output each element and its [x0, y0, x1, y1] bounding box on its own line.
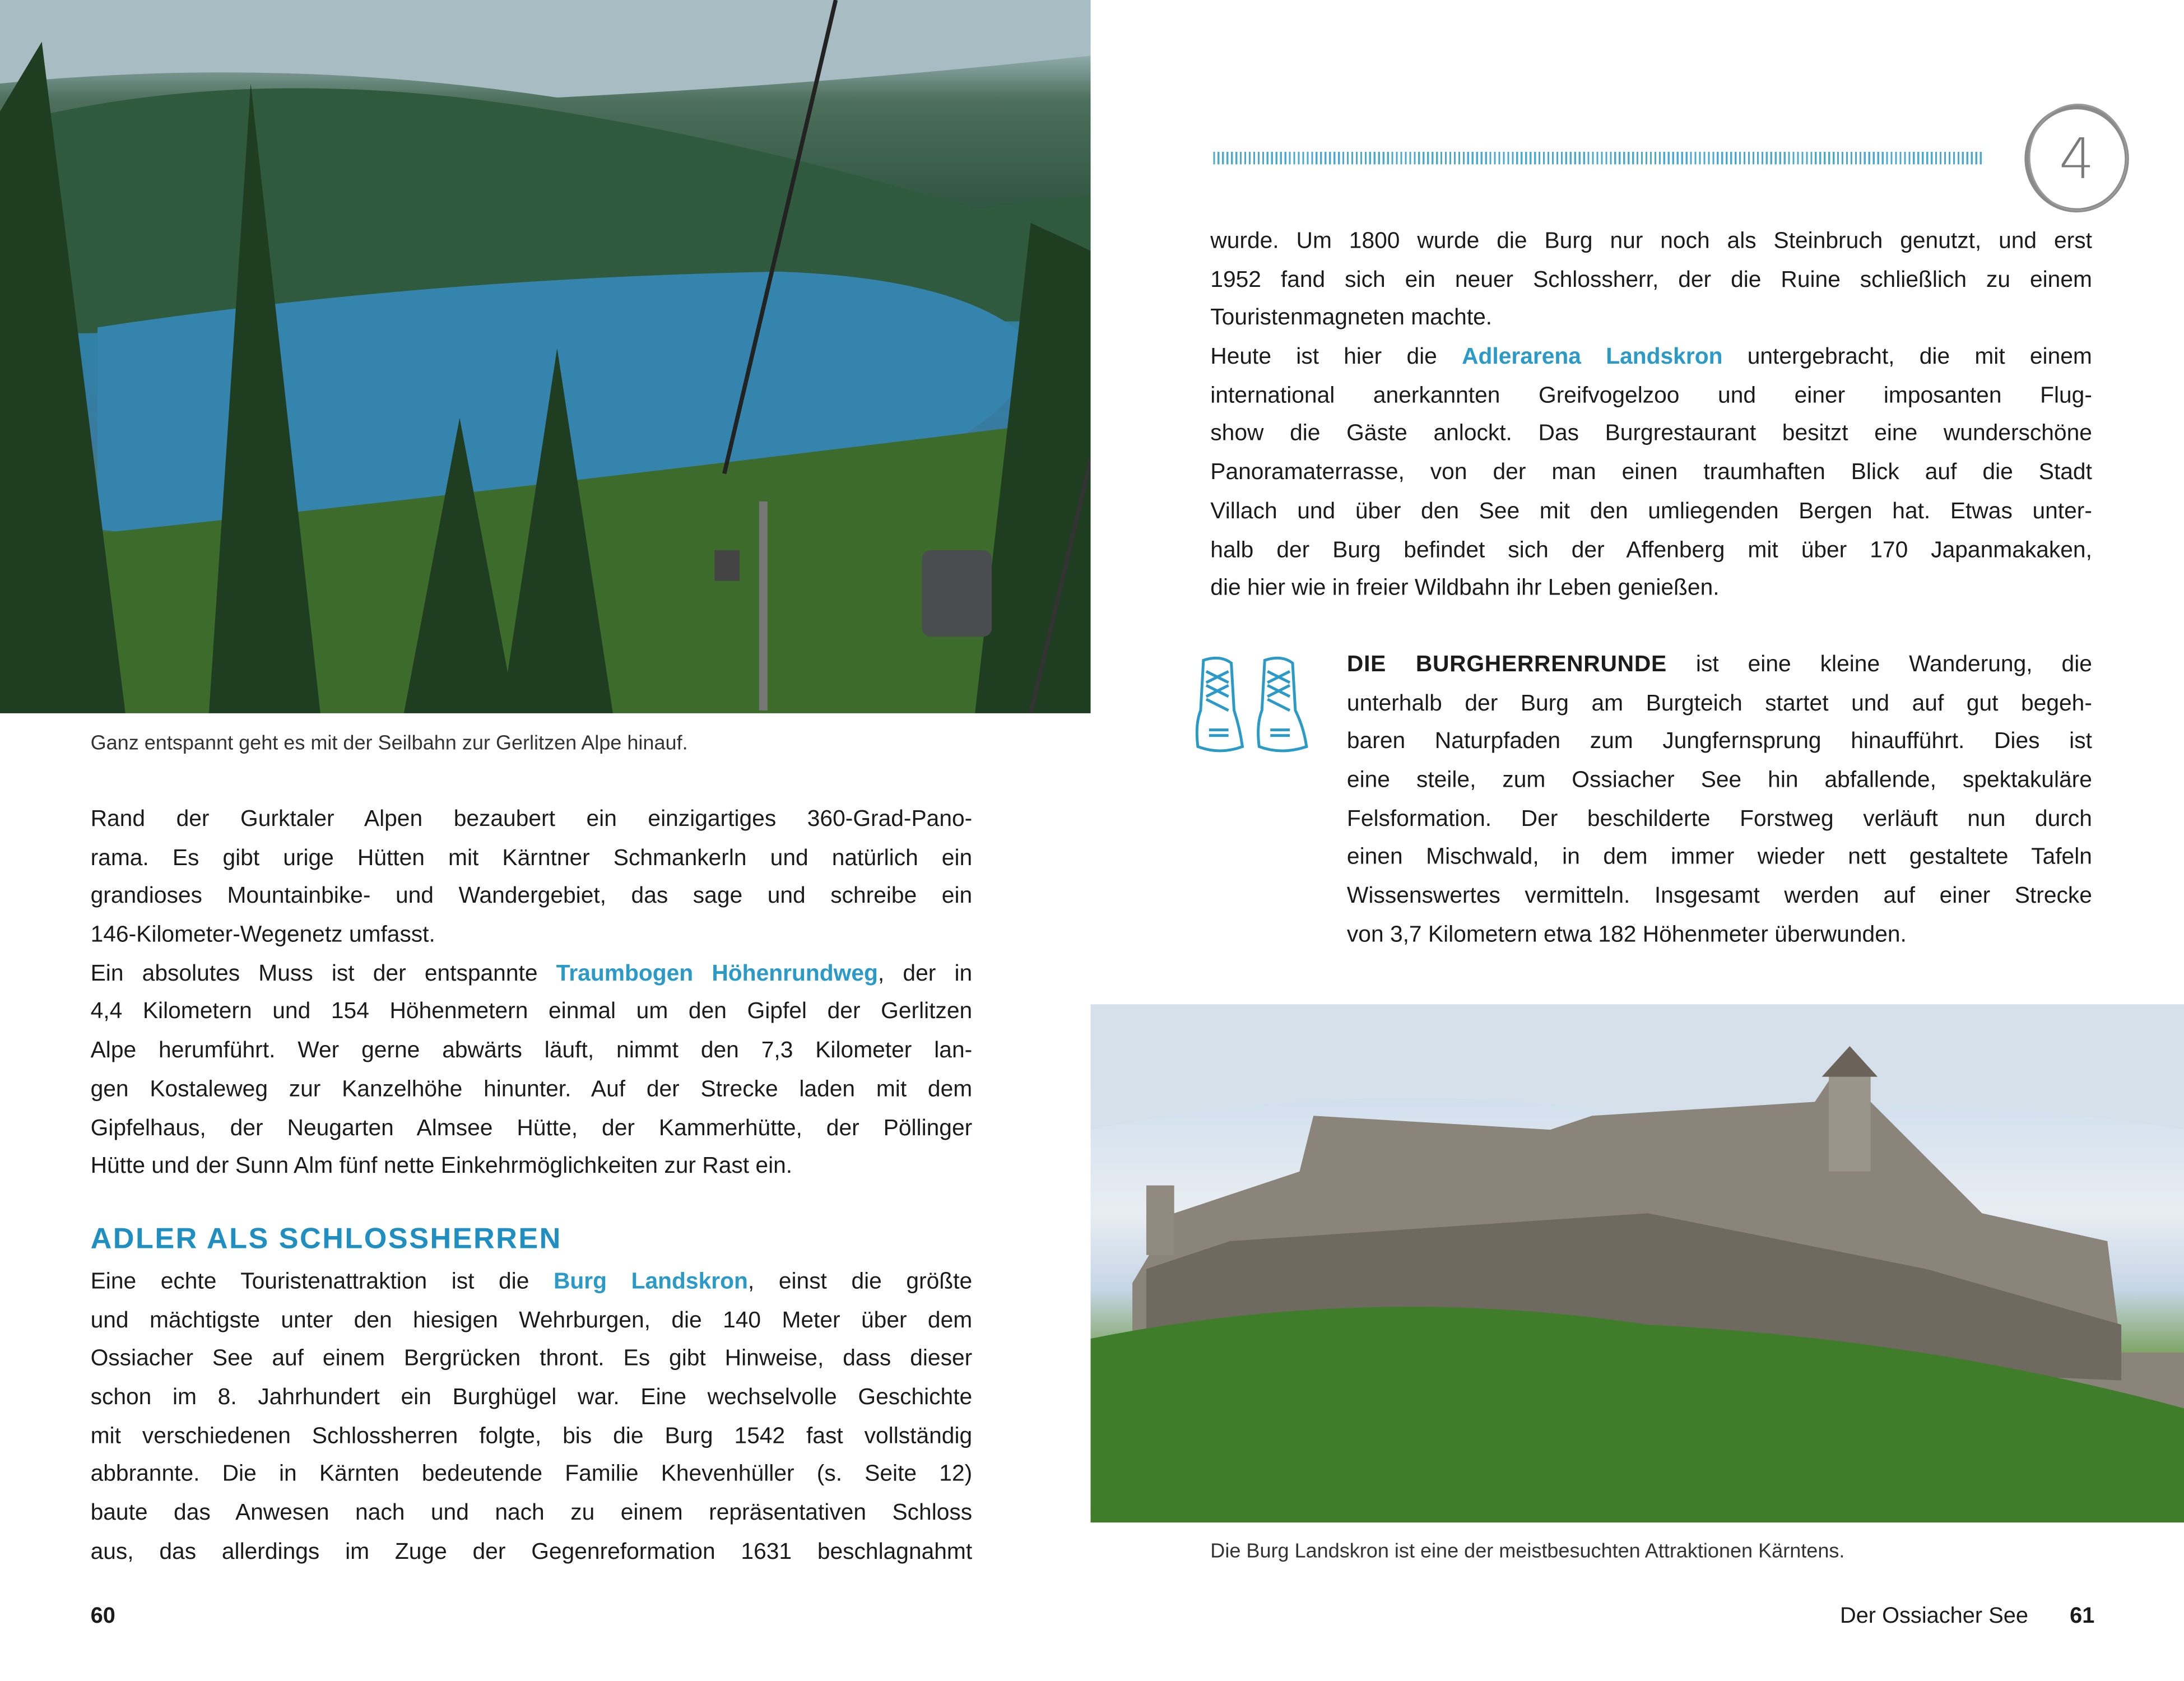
- text-segment: ist eine kleine Wanderung, die: [1666, 652, 2092, 677]
- text-segment: gen Kostaleweg zur Kanzelhöhe hinunter. Auf der Strecke laden mit dem: [90, 1076, 973, 1102]
- text-line: [1210, 300, 2092, 338]
- text-segment: , der in: [877, 960, 973, 986]
- text-line: [1347, 646, 2092, 685]
- text-segment: Ossiacher See auf einem Bergrücken thront. Es gibt Hinweise, dass dieser: [90, 1346, 973, 1372]
- text-line: [1210, 338, 2092, 377]
- text-segment: rama. Es gibt urige Hütten mit Kärntner Schmankerln und natürlich ein: [90, 845, 973, 870]
- hike-tip-text: [1347, 646, 2092, 955]
- text-line: [91, 1418, 973, 1456]
- text-line: [91, 1495, 973, 1534]
- text-line: [91, 1148, 973, 1187]
- text-segment: baren Naturpfaden zum Jungfernsprung hinaufführt. Dies ist: [1346, 729, 2092, 754]
- text-segment: und mächtigste unter den hiesigen Wehrburgen, die 140 Meter über dem: [90, 1307, 973, 1333]
- text-segment: schon im 8. Jahrhundert ein Burghügel war. Eine wechselvolle Geschichte: [90, 1385, 973, 1410]
- text-line: [91, 955, 973, 994]
- text-segment: Hütte und der Sunn Alm fünf nette Einkehrmöglichkeiten zur Rast ein.: [90, 1153, 793, 1179]
- text-segment: , einst die größte: [747, 1269, 973, 1294]
- text-segment: halb der Burg befindet sich der Affenberg mit über 170 Japanmakaken,: [1210, 537, 2092, 563]
- text-segment: 4,4 Kilometern und 154 Höhenmetern einmal um den Gipfel der Gerlitzen: [90, 999, 973, 1025]
- text-line: [91, 1302, 973, 1341]
- text-line: [91, 917, 973, 955]
- text-segment: eine steile, zum Ossiacher See hin abfallende, spektakuläre: [1346, 767, 2092, 793]
- body-text: [91, 1264, 973, 1572]
- text-line: [91, 1071, 973, 1109]
- text-line: [91, 1534, 973, 1572]
- text-line: [1347, 723, 2092, 762]
- text-line: [91, 839, 973, 878]
- text-line: [1210, 493, 2092, 532]
- text-line: [91, 1264, 973, 1302]
- text-segment: grandioses Mountainbike- und Wandergebiet, das sage und schreibe ein: [90, 884, 973, 909]
- text-segment: Ein absolutes Muss ist der entspannte: [90, 960, 556, 986]
- chapter-badge: [2020, 103, 2134, 215]
- text-segment: wurde. Um 1800 wurde die Burg nur noch als Steinbruch genutzt, und erst: [1210, 228, 2092, 254]
- text-segment: baute das Anwesen nach und nach zu einem repräsentativen Schloss: [90, 1500, 973, 1526]
- text-segment: Eine echte Touristenattraktion ist die: [90, 1269, 554, 1294]
- text-segment: international anerkannten Greifvogelzoo und einer imposanten Flug-: [1210, 383, 2092, 408]
- text-segment: Alpe herumführt. Wer gerne abwärts läuft, nimmt den 7,3 Kilometer lan-: [90, 1038, 973, 1064]
- text-segment: Panoramaterrasse, von der man einen traumhaften Blick auf die Stadt: [1210, 459, 2092, 485]
- page-number: 60: [90, 1604, 115, 1629]
- text-line: [1347, 839, 2092, 878]
- text-segment: unterhalb der Burg am Burgteich startet und auf gut begeh-: [1346, 690, 2092, 716]
- decorative-rule: [1213, 152, 1983, 164]
- text-line: [1347, 801, 2092, 839]
- photo-caption: Die Burg Landskron ist eine der meistbesuchten Attraktionen Kärntens.: [1210, 1540, 1845, 1563]
- text-line: [91, 878, 973, 917]
- page-number: 61: [2070, 1604, 2095, 1629]
- place-link[interactable]: Adlerarena Landskron: [1462, 344, 1723, 369]
- place-link[interactable]: Burg Landskron: [553, 1269, 748, 1294]
- text-line: [91, 1379, 973, 1418]
- text-line: [1347, 762, 2092, 801]
- text-segment: show die Gäste anlockt. Das Burgrestaurant besitzt eine wunderschöne: [1210, 421, 2092, 447]
- text-segment: aus, das allerdings im Zuge der Gegenreformation 1631 beschlagnahmt: [90, 1539, 973, 1564]
- text-line: [91, 1456, 973, 1495]
- text-line: [1347, 685, 2092, 723]
- text-segment: von 3,7 Kilometern etwa 182 Höhenmeter überwunden.: [1346, 922, 1907, 947]
- chapter-number: 4: [2058, 128, 2095, 193]
- text-segment: die hier wie in freier Wildbahn ihr Leben genießen.: [1210, 575, 1720, 601]
- hiking-boots-icon: [1192, 654, 1312, 755]
- text-segment: abbrannte. Die in Kärnten bedeutende Familie Khevenhüller (s. Seite 12): [90, 1461, 973, 1487]
- text-segment: mit verschiedenen Schlossherren folgte, bis die Burg 1542 fast vollständig: [90, 1423, 973, 1448]
- text-segment: Felsformation. Der beschilderte Forstweg verläuft nun durch: [1346, 806, 2092, 832]
- text-segment: Touristenmagneten machte.: [1210, 305, 1493, 331]
- text-line: [1347, 916, 2092, 955]
- text-line: [91, 1109, 973, 1148]
- text-line: [91, 1340, 973, 1379]
- text-segment: Villach und über den See mit den umliegenden Bergen hat. Etwas unter-: [1210, 498, 2092, 524]
- text-line: [1210, 262, 2092, 300]
- text-segment: Gipfelhaus, der Neugarten Almsee Hütte, der Kammerhütte, der Pöllinger: [90, 1115, 973, 1140]
- body-text: [91, 801, 973, 1186]
- text-segment: Rand der Gurktaler Alpen bezaubert ein einzigartiges 360-Grad-Pano-: [90, 806, 973, 832]
- text-line: [1210, 377, 2092, 416]
- text-segment: 146-Kilometer-Wegenetz umfasst.: [90, 922, 435, 948]
- text-segment: Heute ist hier die: [1210, 344, 1462, 369]
- text-line: [91, 994, 973, 1033]
- hike-title: DIE BURGHERRENRUNDE: [1346, 652, 1667, 677]
- text-segment: 1952 fand sich ein neuer Schlossherr, der die Ruine schließlich zu einem: [1210, 267, 2092, 292]
- text-line: [1210, 416, 2092, 454]
- running-head: Der Ossiacher See: [1839, 1604, 2028, 1629]
- text-segment: Wissenswertes vermitteln. Insgesamt werden auf einer Strecke: [1346, 883, 2092, 909]
- body-text: [1210, 223, 2092, 609]
- photo-caption: Ganz entspannt geht es mit der Seilbahn zur Gerlitzen Alpe hinauf.: [90, 732, 688, 755]
- text-line: [1210, 570, 2092, 609]
- text-line: [91, 1032, 973, 1071]
- text-line: [1210, 454, 2092, 493]
- text-line: [91, 801, 973, 839]
- castle-landskron-photo: [1091, 1004, 2184, 1522]
- text-segment: einen Mischwald, in dem immer wieder nett gestaltete Tafeln: [1346, 844, 2092, 870]
- text-line: [1210, 223, 2092, 262]
- place-link[interactable]: Traumbogen Höhenrundweg: [556, 960, 878, 986]
- text-segment: untergebracht, die mit einem: [1722, 344, 2092, 369]
- section-heading: ADLER ALS SCHLOSSHERREN: [90, 1223, 562, 1255]
- text-line: [1347, 877, 2092, 916]
- text-line: [1210, 531, 2092, 570]
- cable-car-photo: [0, 0, 1091, 713]
